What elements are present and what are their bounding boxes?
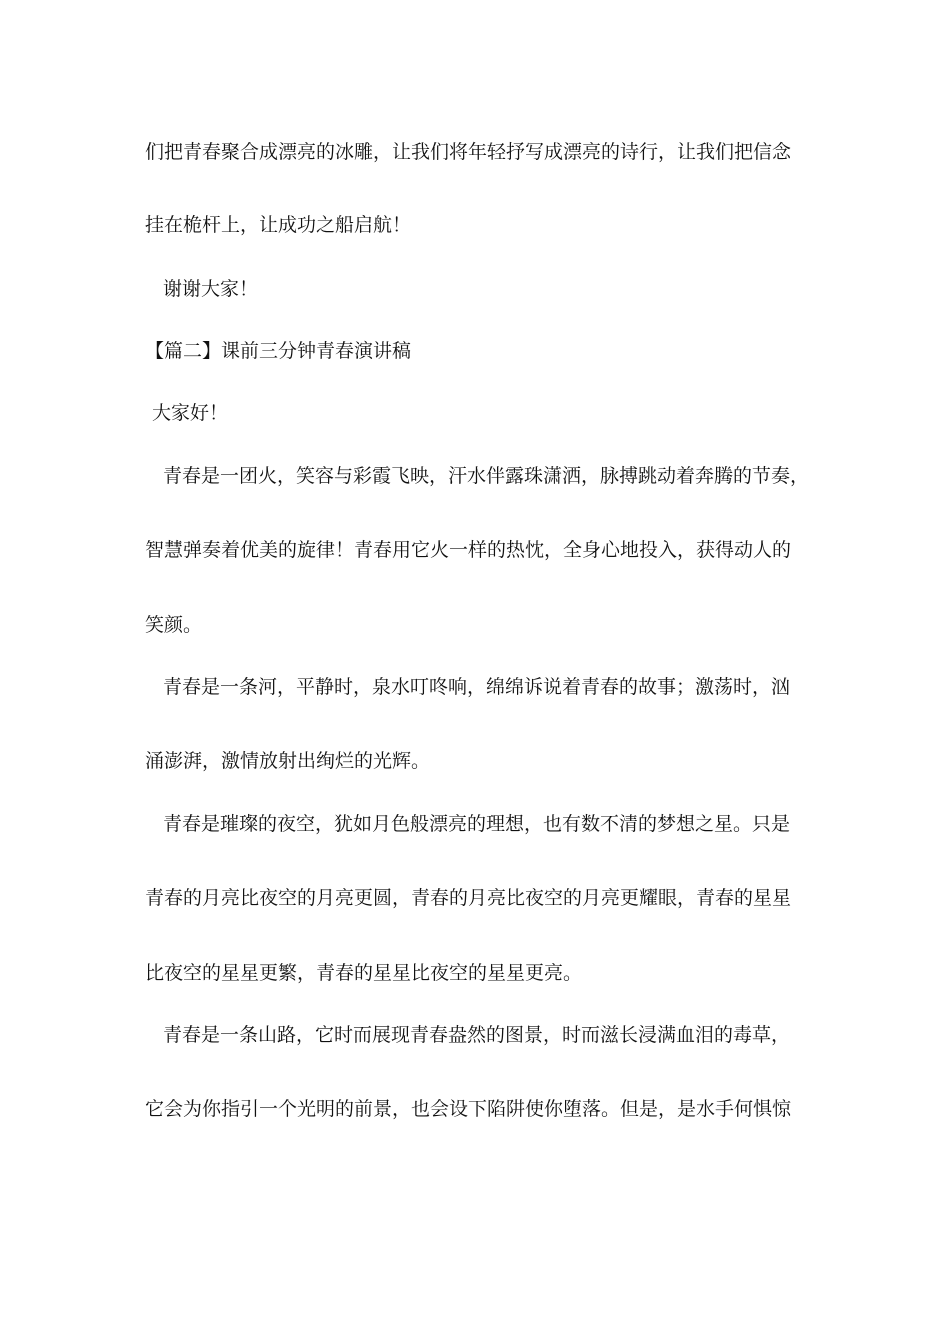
paragraph-line: 笑颜。 xyxy=(145,614,203,636)
paragraph-line: 比夜空的星星更繁，青春的星星比夜空的星星更亮。 xyxy=(145,962,583,984)
closing-thanks: 谢谢大家！ xyxy=(163,278,259,300)
paragraph-line: 青春是一条山路，它时而展现青春盎然的图景，时而滋长浸满血泪的毒草， xyxy=(163,1024,791,1046)
paragraph-line: 青春是一团火，笑容与彩霞飞映，汗水伴露珠潇洒，脉搏跳动着奔腾的节奏， xyxy=(163,465,810,487)
paragraph-line: 涌澎湃，激情放射出绚烂的光辉。 xyxy=(145,750,431,772)
paragraph-line: 青春是璀璨的夜空，犹如月色般漂亮的理想，也有数不清的梦想之星。只是 xyxy=(163,813,791,835)
paragraph-line: 们把青春聚合成漂亮的冰雕，让我们将年轻抒写成漂亮的诗行，让我们把信念 xyxy=(145,141,792,163)
paragraph-line: 青春是一条河，平静时，泉水叮咚响，绵绵诉说着青春的故事；激荡时，汹 xyxy=(163,676,791,698)
paragraph-line: 它会为你指引一个光明的前景，也会设下陷阱使你堕落。但是，是水手何惧惊 xyxy=(145,1098,792,1120)
paragraph-line: 青春的月亮比夜空的月亮更圆，青春的月亮比夜空的月亮更耀眼，青春的星星 xyxy=(145,887,792,909)
section-heading: 【篇二】课前三分钟青春演讲稿 xyxy=(145,340,412,362)
paragraph-line: 智慧弹奏着优美的旋律！青春用它火一样的热忱，全身心地投入，获得动人的 xyxy=(145,539,792,561)
greeting: 大家好！ xyxy=(152,402,229,424)
paragraph-line: 挂在桅杆上，让成功之船启航！ xyxy=(145,214,412,236)
